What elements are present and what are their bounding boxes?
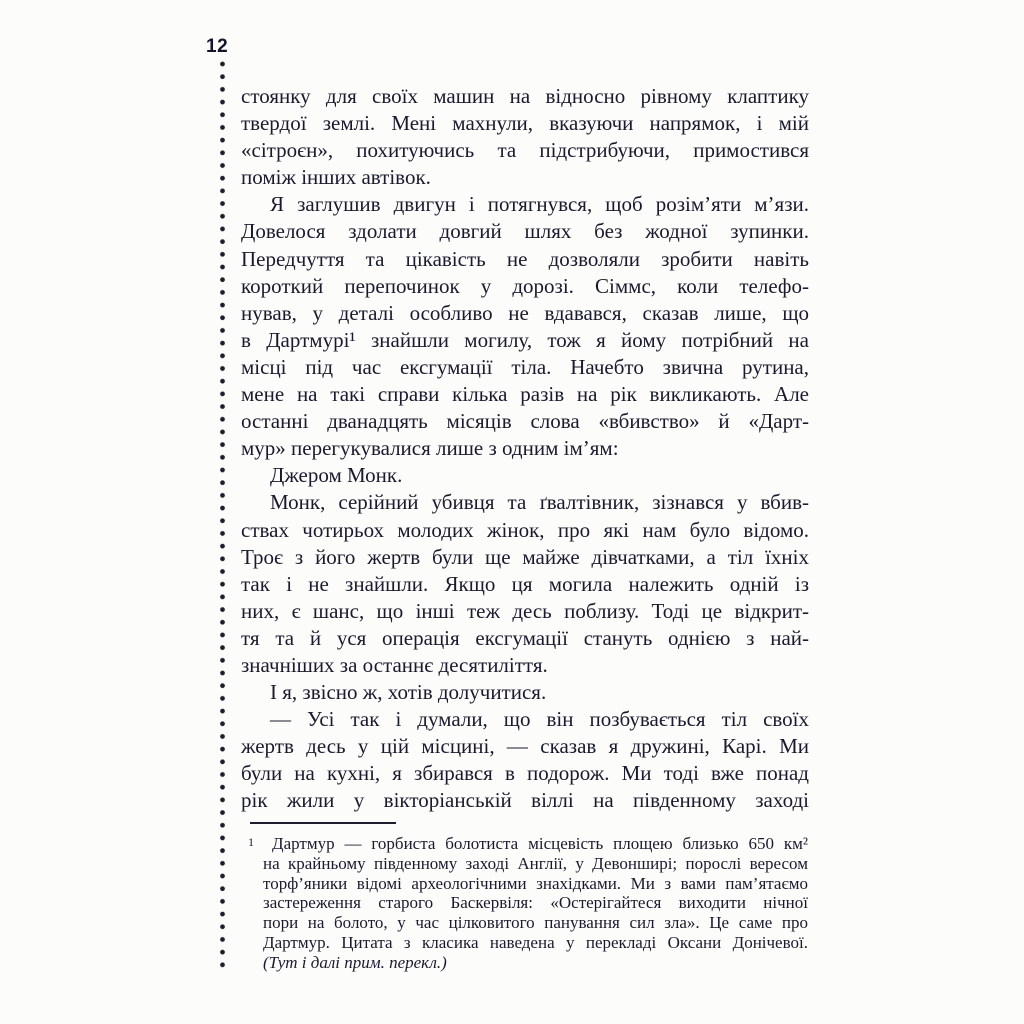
footnote-marker: 1: [248, 835, 254, 849]
footnote-line: на крайньому південному заході Англії, у Девонширі; порослі вересом: [263, 853, 808, 873]
body-text: [241, 83, 809, 815]
text-line: мур» перегукувалися лише з одним ім’ям:: [241, 436, 619, 461]
text-line: нував, у деталі особливо не вдавався, сказав лише, що: [241, 300, 809, 325]
text-line: короткий перепочинок у дорозі. Сіммс, коли телефо-: [241, 273, 809, 298]
footnote-separator: [250, 822, 396, 824]
text-line: були на кухні, я збирався в подорож. Ми тоді вже понад: [241, 761, 809, 786]
text-line: жертв десь у цій місцині, — сказав я дружині, Карі. Ми: [241, 734, 809, 759]
text-line: так і не знайшли. Якщо ця могила належить одній із: [241, 571, 809, 596]
text-line: Монк, серійний убивця та ґвалтівник, зізнався у вбив-: [270, 490, 809, 515]
footnote-line: пори на болото, у час цілковитого панування сил зла». Це саме про: [263, 913, 808, 933]
text-line: стоянку для своїх машин на відносно рівному клаптику: [241, 84, 809, 108]
text-line: них, є шанс, що інші теж десь поблизу. Тоді це відкрит-: [241, 598, 809, 623]
footnote-lines: [263, 834, 808, 973]
text-line: І я, звісно ж, хотів долучитися.: [270, 680, 547, 705]
text-line: Троє з його жертв були ще майже дівчатками, а тіл їхніх: [241, 544, 809, 569]
footnote-line: (Тут і далі прим. перекл.): [263, 952, 447, 972]
text-line: твердої землі. Мені махнули, вказуючи напрямок, і мій: [241, 111, 809, 136]
text-line: Передчуття та цікавість не дозволяли зробити навіть: [241, 246, 809, 271]
paragraph: [241, 679, 809, 706]
text-line: Джером Монк.: [270, 463, 403, 488]
footnote-line: торф’яники відомі археологічними знахідками. Ми з вами пам’ятаємо: [263, 873, 808, 893]
paragraph: [241, 83, 809, 191]
text-line: Довелося здолати довгий шлях без жодної зупинки.: [241, 219, 809, 244]
page-number: 12: [206, 36, 229, 57]
text-line: — Усі так і думали, що він позбувається тіл своїх: [270, 707, 809, 732]
text-line: «сітроєн», похитуючись та підстрибуючи, примостився: [241, 138, 809, 163]
text-line: значніших за останнє десятиліття.: [241, 652, 548, 677]
text-line: місці під час ексгумації тіла. Начебто звична рутина,: [241, 354, 809, 379]
text-line: тя та й уся операція ексгумації стануть однією з най-: [241, 625, 809, 650]
paragraph: [241, 489, 809, 679]
text-line: рік жили у вікторіанській віллі на південному заході: [241, 788, 809, 813]
text-line: Я заглушив двигун і потягнувся, щоб розім’яти м’язи.: [270, 192, 809, 217]
text-line: в Дартмурі¹ знайшли могилу, тож я йому потрібний на: [241, 327, 809, 352]
text-line: останні дванадцять місяців слова «вбивство» й «Дарт-: [241, 409, 809, 434]
paragraph: [241, 191, 809, 462]
paragraph: [241, 462, 809, 489]
footnote-line: Дартмур. Цитата з класика наведена у перекладі Оксани Донічевої.: [263, 932, 808, 952]
margin-dotted-rule: [219, 58, 226, 970]
footnote: [248, 834, 808, 973]
text-line: поміж інших автівок.: [241, 165, 431, 190]
footnote-line: Дартмур — горбиста болотиста місцевість площею близько 650 км²: [272, 834, 808, 853]
footnote-line: застереження старого Баскервіля: «Остерігайтеся виходити нічної: [263, 893, 808, 913]
text-line: мене на такі справи кілька разів на рік викликають. Але: [241, 382, 809, 407]
paragraph: [241, 706, 809, 814]
text-line: ствах чотирьох молодих жінок, про які нам було відомо.: [241, 517, 809, 542]
